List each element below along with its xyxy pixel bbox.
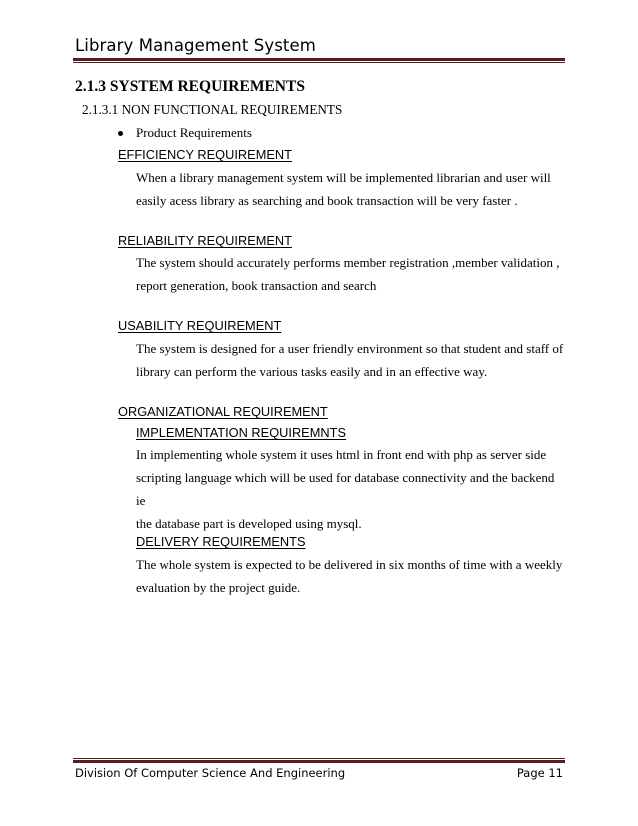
implementation-line: the database part is developed using mysql. [136, 516, 362, 531]
efficiency-heading: EFFICIENCY REQUIREMENT [118, 147, 292, 162]
implementation-line: scripting language which will be used for database connectivity and the backend ie [136, 470, 555, 508]
implementation-line: In implementing whole system it uses html in front end with php as server side [136, 447, 547, 462]
reliability-paragraph [136, 251, 566, 297]
delivery-line: evaluation by the project guide. [136, 580, 301, 595]
reliability-line: report generation, book transaction and search [136, 278, 377, 293]
section-heading: 2.1.3 SYSTEM REQUIREMENTS [75, 78, 305, 95]
header-rule [73, 58, 565, 63]
usability-line: library can perform the various tasks easily and in an effective way. [136, 364, 488, 379]
usability-line: The system is designed for a user friendly environment so that student and staff of [136, 341, 564, 356]
subsection-heading: 2.1.3.1 NON FUNCTIONAL REQUIREMENTS [82, 102, 343, 117]
delivery-line: The whole system is expected to be delivered in six months of time with a weekly [136, 557, 563, 572]
bullet-item [118, 125, 252, 141]
reliability-heading: RELIABILITY REQUIREMENT [118, 233, 292, 248]
bullet-icon [118, 131, 123, 136]
efficiency-paragraph [136, 166, 566, 212]
page-header-title: Library Management System [75, 36, 316, 55]
implementation-paragraph [136, 443, 566, 535]
bullet-label: Product Requirements [136, 125, 252, 140]
delivery-paragraph [136, 553, 566, 599]
reliability-line: The system should accurately performs member registration ,member validation , [136, 255, 560, 270]
organizational-heading: ORGANIZATIONAL REQUIREMENT [118, 404, 328, 419]
usability-heading: USABILITY REQUIREMENT [118, 318, 282, 333]
footer-rule [73, 758, 565, 763]
implementation-heading: IMPLEMENTATION REQUIREMNTS [136, 425, 346, 440]
efficiency-line: easily acess library as searching and book transaction will be very faster . [136, 193, 518, 208]
delivery-heading: DELIVERY REQUIREMENTS [136, 534, 306, 549]
usability-paragraph [136, 337, 566, 383]
footer-department: Division Of Computer Science And Engineering [75, 766, 346, 780]
efficiency-line: When a library management system will be implemented librarian and user will [136, 170, 551, 185]
footer-page-number: Page 11 [516, 766, 563, 780]
